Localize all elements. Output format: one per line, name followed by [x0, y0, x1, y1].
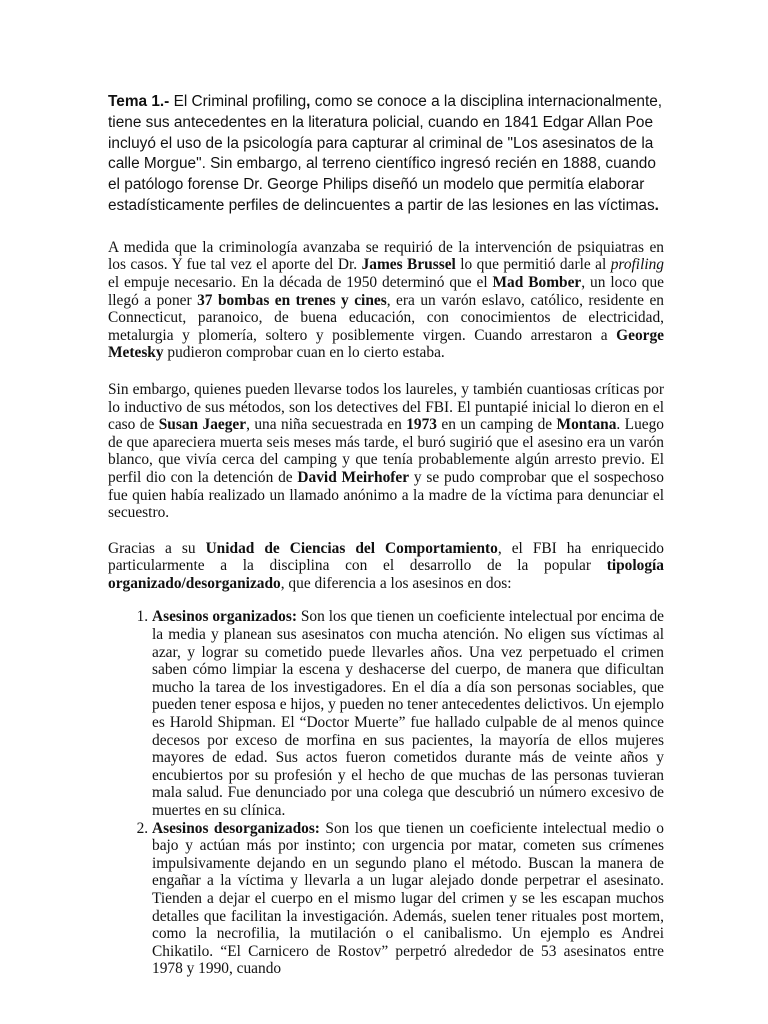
- list-item-title: Asesinos desorganizados:: [152, 819, 320, 837]
- paragraph-text: A medida que la criminología avanzaba se requirió de la intervención de psiquiatras en los casos. Y fue tal vez el aporte del Dr.: [108, 238, 664, 274]
- paragraph-text: , un loco que llegó a poner: [108, 273, 664, 309]
- paragraph-text: , era un varón eslavo, católico, residente en Connecticut, paranoico, de buena educación, con conocimientos de electricidad, metalurgia y plomería, soltero y posiblemente virgen. Cuando arrestaron a: [108, 291, 664, 344]
- paragraph-text: , que diferencia a los asesinos en dos:: [280, 574, 512, 592]
- numbered-list: [108, 608, 664, 977]
- list-item-organized: [152, 608, 664, 819]
- emphasis-name: David Meirhofer: [297, 468, 410, 486]
- paragraph-text: , una niña secuestrada en: [246, 416, 407, 434]
- paragraph-text: Gracias a su: [108, 539, 206, 557]
- paragraph-text: pudieron comprobar cuan en lo cierto estaba.: [163, 344, 445, 362]
- paragraph-text: Sin embargo, quienes pueden llevarse todos los laureles, y también cuantiosas críticas por lo inductivo de sus métodos, son los detectives del FBI. El puntapié inicial lo dieron en el caso de: [108, 380, 664, 434]
- emphasis-place: Montana: [556, 416, 617, 434]
- emphasis-name: Susan Jaeger: [158, 416, 247, 434]
- emphasis-name: Mad Bomber: [492, 273, 582, 291]
- paragraph-text: lo que permitió darle al: [455, 256, 611, 274]
- document-page: [108, 92, 664, 978]
- italic-term: profiling: [610, 256, 665, 274]
- emphasis-unit: Unidad de Ciencias del Comportamiento: [205, 539, 498, 557]
- paragraph-text: el empuje necesario. En la década de 1950 determinó que el: [108, 273, 493, 291]
- list-item-title: Asesinos organizados:: [152, 608, 297, 626]
- paragraph-text: en un camping de: [437, 416, 557, 434]
- intro-text: como se conoce a la disciplina internacionalmente, tiene sus antecedentes en la literatura policial, cuando en 1841 Edgar Allan Poe incluyó el uso de la psicología para capturar al criminal de "Los asesinatos de la calle Morgue". Sin embargo, al terreno científico ingresó recién en 1888, cuando el patólogo forense Dr. George Philips diseñó un modelo que permitía elaborar estadísticamente perfiles de delincuentes a partir de las lesiones en las víctimas: [108, 93, 663, 214]
- intro-period: .: [654, 196, 659, 214]
- paragraph-text: y se pudo comprobar que el sospechoso fue quien había realizado un llamado anónimo a la madre de la víctima para denunciar el secuestro.: [108, 468, 664, 522]
- emphasis-term: tipología organizado/desorganizado: [108, 557, 664, 592]
- list-item-disorganized: [152, 820, 664, 978]
- intro-comma: ,: [306, 93, 311, 110]
- list-item-text: Son los que tienen un coeficiente intelectual por encima de la media y planean sus asesinatos con mucha atención. No eligen sus víctimas al azar, y lograr su cometido puede llevarles años. Una vez perpetuado el crimen saben cómo limpiar la escena y deshacerse del cuerpo, de manera que dificultan mucho la tarea de los investigadores. En el día a día son personas sociables, que pueden tener esposa e hijos, y pueden no tener antecedentes delictivos. Un ejemplo es Harold Shipman. El “Doctor Muerte” fue hallado culpable de al menos quince decesos por exceso de morfina en sus pacientes, la mayoría de ellos mujeres mayores de edad. Sus actos fueron cometidos durante más de veinte años y encubiertos por su profesión y el hecho de que muchas de las personas tuvieran mala salud. Fue denunciado por una colega que descubrió un número excesivo de muertes en su clínica.: [152, 608, 664, 819]
- intro-paragraph: [108, 92, 664, 217]
- paragraph-brussel: [108, 239, 664, 362]
- emphasis-year: 1973: [406, 416, 437, 434]
- paragraph-fbi: [108, 381, 664, 522]
- topic-label: Tema 1.-: [108, 93, 170, 110]
- emphasis-name: George Metesky: [108, 326, 664, 362]
- paragraph-typology: [108, 540, 664, 593]
- paragraph-text: . Luego de que apareciera muerta seis meses más tarde, el buró sugirió que el asesino era un varón blanco, que vivía cerca del camping y que tenía probablemente algún arresto previo. El perfil dio con la detención de: [108, 416, 664, 486]
- list-item-text: Son los que tienen un coeficiente intelectual medio o bajo y actúan más por instinto; con urgencia por matar, cometen sus crímenes impulsivamente dejando en un segundo plano el método. Buscan la manera de engañar a la víctima y llevarla a un lugar alejado donde perpetrar el asesinato. Tienden a dejar el cuerpo en el mismo lugar del crimen y se les escapan muchos detalles que facilitan la investigación. Además, suelen tener rituales post mortem, como la necrofilia, la mutilación o el canibalismo. Un ejemplo es Andrei Chikatilo. “El Carnicero de Rostov” perpetró alrededor de 53 asesinatos entre 1978 y 1990, cuando: [152, 819, 664, 978]
- emphasis-name: James Brussel: [361, 256, 456, 274]
- intro-text: El Criminal profiling: [169, 93, 307, 110]
- paragraph-text: , el FBI ha enriquecido particularmente a la disciplina con el desarrollo de la popular: [108, 539, 664, 575]
- emphasis-phrase: 37 bombas en trenes y cines: [197, 291, 387, 309]
